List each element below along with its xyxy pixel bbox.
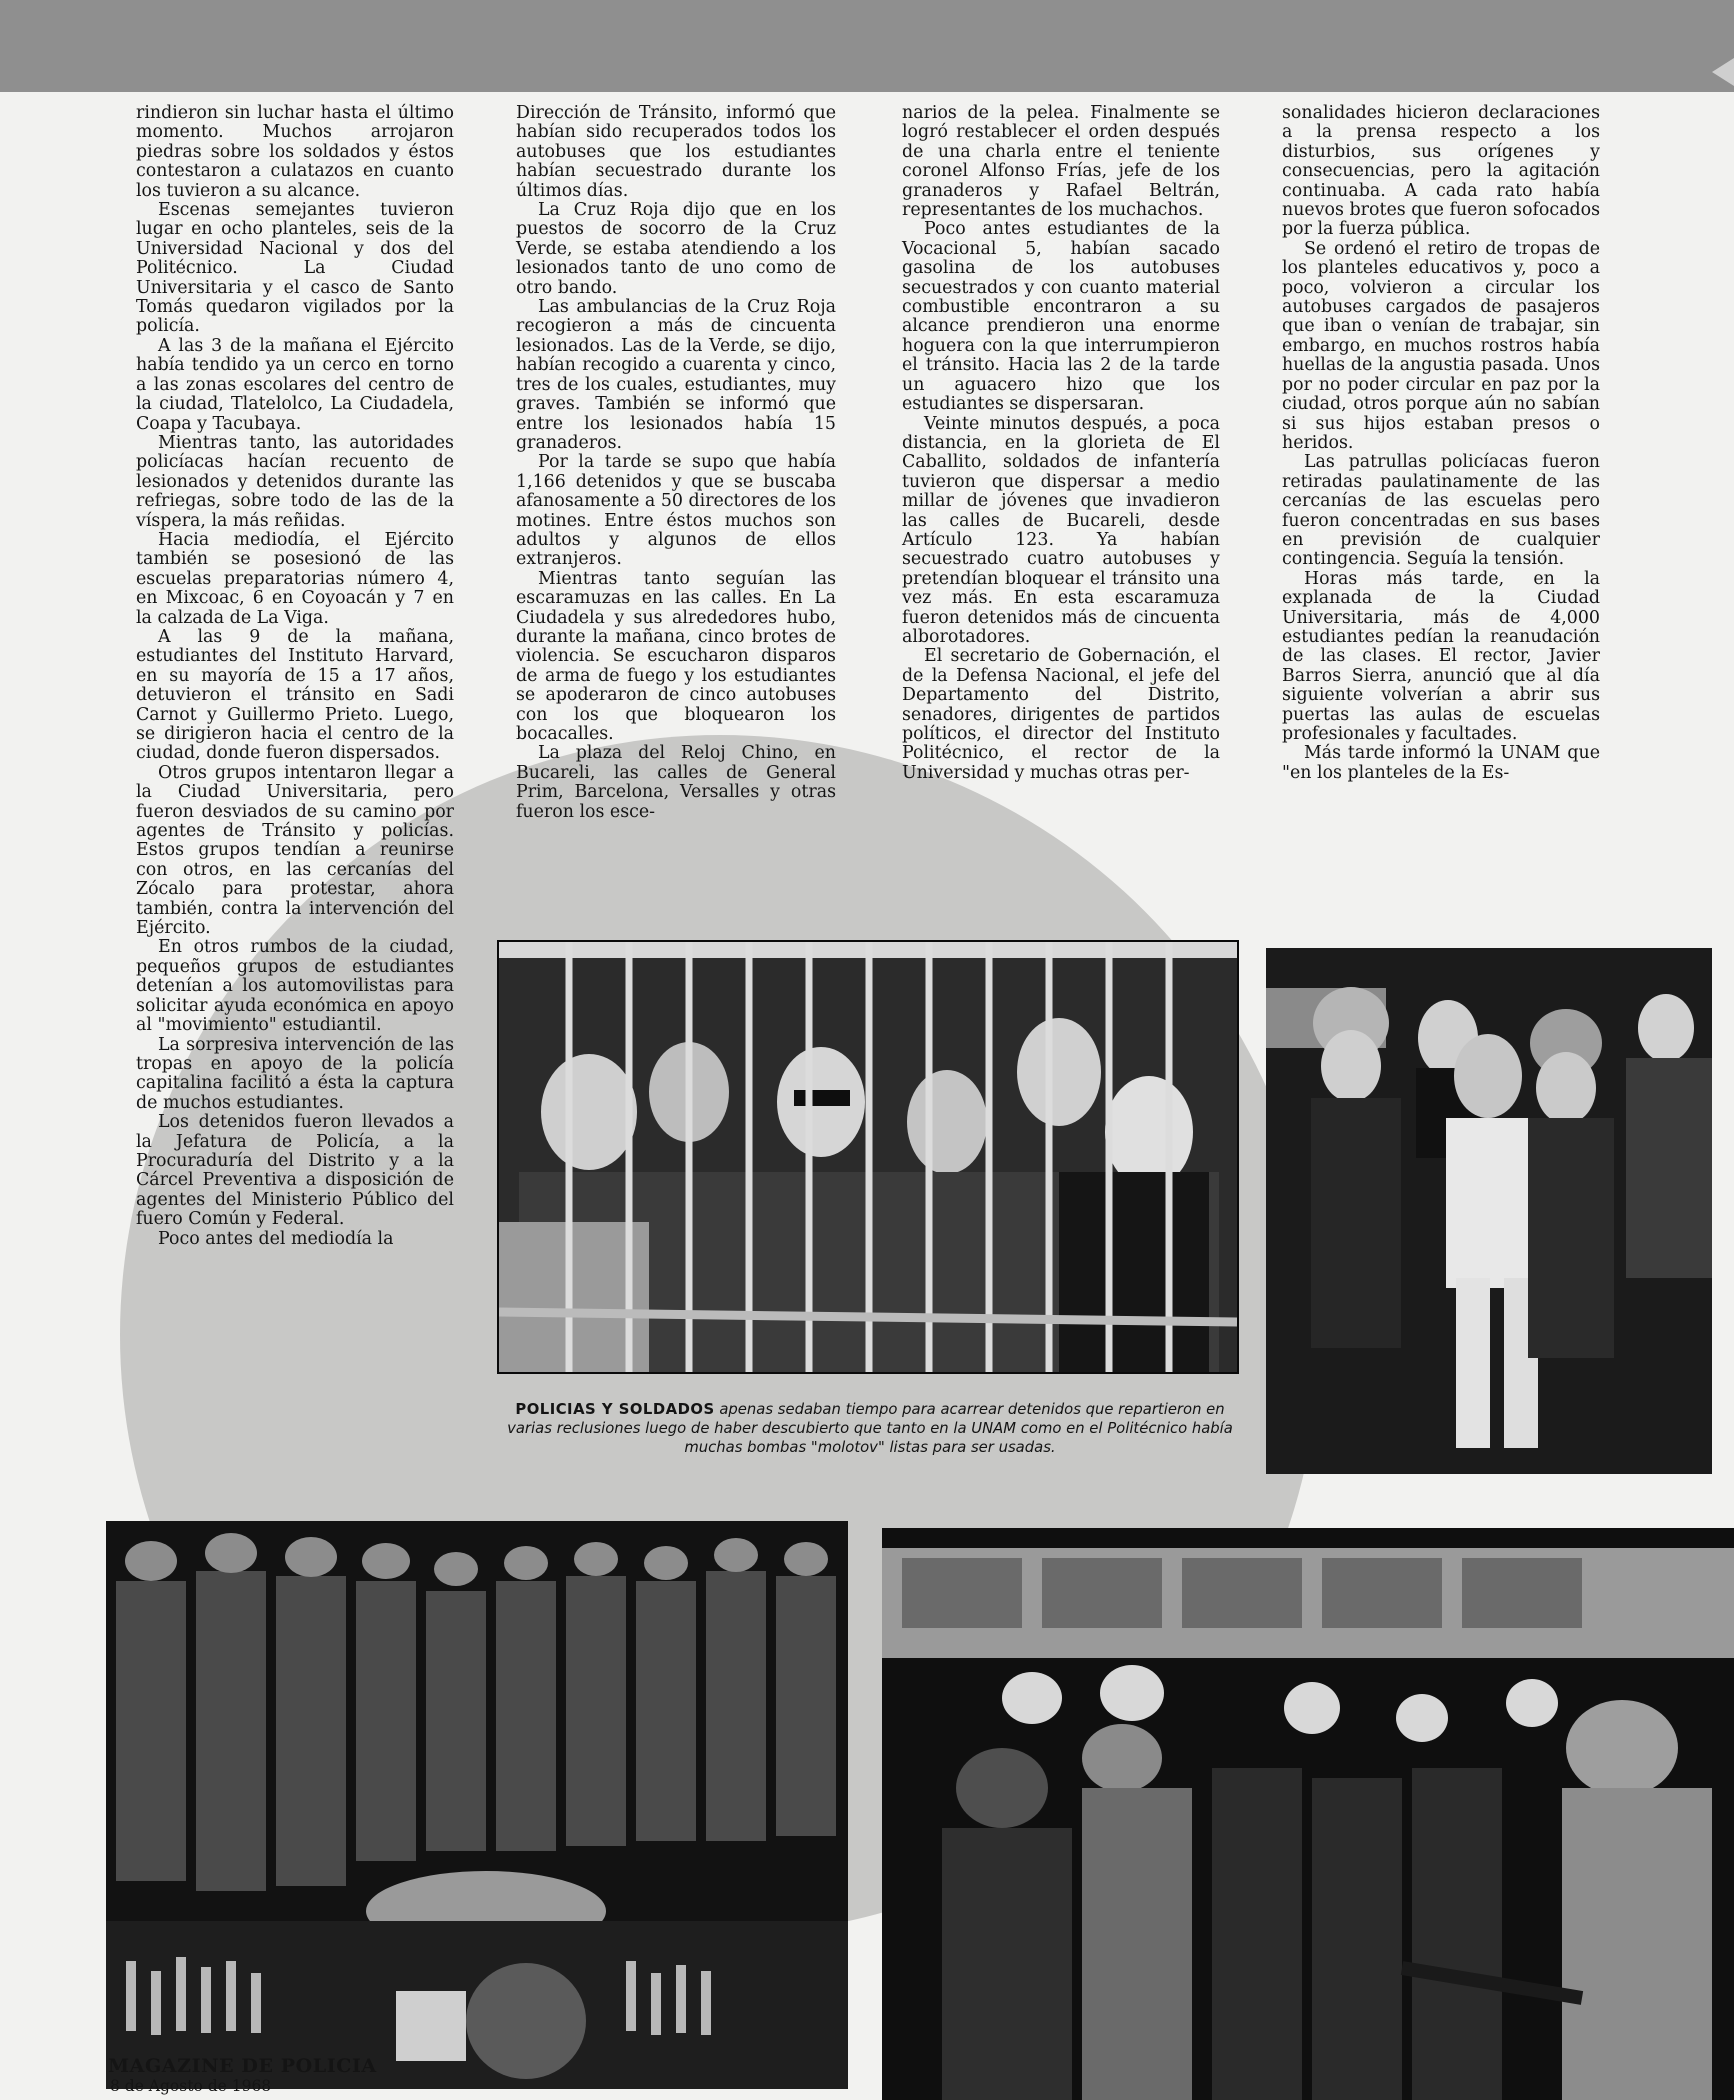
photo-soldiers-with-molotov-bottles xyxy=(106,1521,848,2089)
article-paragraph: La Cruz Roja dijo que en los puestos de socorro de la Cruz Verde, se estaba atendiendo a los lesionados tanto de uno como de otro bando. xyxy=(516,200,836,298)
article-paragraph: Las patrullas policíacas fueron retiradas paulatinamente de las cercanías de las escuelas pero fueron concentradas en sus bases en previsión de cualquier contingencia. Seguía la tensión. xyxy=(1282,452,1600,570)
magazine-name: MAGAZINE DE POLICIA xyxy=(108,2055,377,2077)
article-paragraph: narios de la pelea. Finalmente se logró restablecer el orden después de una charla entre el teniente coronel Alfonso Frías, jefe de los granaderos y Rafael Beltrán, representantes de los muchachos. xyxy=(902,103,1220,221)
photo-riot-soldiers-and-crowd xyxy=(882,1528,1734,2100)
article-paragraph: Veinte minutos después, a poca distancia, en la glorieta de El Caballito, soldados de infantería tuvieron que dispersar a medio millar de jóvenes que invadieron las calles de Bucareli, desde Artículo 123. Ya habían secuestrado cuatro autobuses y pretendían bloquear el tránsito una vez más. En esta escaramuza fueron detenidos más de cincuenta alborotadores. xyxy=(902,413,1220,647)
caption-lead: POLICIAS Y SOLDADOS xyxy=(515,1401,715,1418)
photo-soldiers-escorting-detainee xyxy=(1266,948,1712,1474)
article-column-4 xyxy=(1282,104,1600,783)
article-paragraph: Los detenidos fueron llevados a la Jefatura de Policía, a la Procuraduría del Distrito y a la Cárcel Preventiva a disposición de agentes del Ministerio Público del fuero Común y Federal. xyxy=(136,1112,454,1230)
issue-date: 8 de Agosto de 1968 xyxy=(110,2077,272,2095)
article-paragraph: rindieron sin luchar hasta el último momento. Muchos arrojaron piedras sobre los soldados y éstos contestaron a culatazos en cuanto los tuvieron a su alcance. xyxy=(136,103,454,201)
top-gray-band xyxy=(0,0,1734,92)
article-paragraph: La sorpresiva intervención de las tropas en apoyo de la policía capitalina facilitó a ésta la captura de muchos estudiantes. xyxy=(136,1034,454,1113)
caption-body: apenas sedaban tiempo para acarrear detenidos que repartieron en varias reclusiones luego de haber descubierto que tanto en la UNAM como en el Politécnico había muchas bombas "molotov" listas para ser usadas. xyxy=(507,1401,1233,1456)
article-paragraph: sonalidades hicieron declaraciones a la prensa respecto a los disturbios, sus orígenes y consecuencias, pero la agitación continuaba. A cada rato había nuevos brotes que fueron sofocados por la fuerza pública. xyxy=(1282,103,1600,240)
photo-caption xyxy=(500,1400,1240,1457)
article-paragraph: A las 9 de la mañana, estudiantes del Instituto Harvard, en su mayoría de 15 a 17 años, detuvieron el tránsito en Sadi Carnot y Guillermo Prieto. Luego, se dirigieron hacia el centro de la ciudad, donde fueron dispersados. xyxy=(136,626,454,764)
article-column-2 xyxy=(516,104,836,822)
article-paragraph: Poco antes del mediodía la xyxy=(158,1228,394,1249)
article-paragraph: La plaza del Reloj Chino, en Bucareli, las calles de General Prim, Barcelona, Versalles y otras fueron los esce- xyxy=(516,743,836,822)
photo-detainees-behind-bars xyxy=(497,940,1239,1374)
article-paragraph: Por la tarde se supo que había 1,166 detenidos y que se buscaba afanosamente a 50 directores de los motines. Entre éstos muchos son adultos y algunos de ellos extranjeros. xyxy=(516,452,836,570)
article-paragraph: Poco antes estudiantes de la Vocacional 5, habían sacado gasolina de los autobuses secuestrados y con cuanto material combustible encontraron a su alcance prendieron una enorme hoguera con la que interrumpieron el tránsito. Hacia las 2 de la tarde un aguacero hizo que los estudiantes se dispersaran. xyxy=(902,219,1220,415)
article-paragraph: Otros grupos intentaron llegar a la Ciudad Universitaria, pero fueron desviados de su camino por agentes de Tránsito y policías. Estos grupos tendían a reunirse con otros, en las cercanías del Zócalo para protestar, ahora también, contra la intervención del Ejército. xyxy=(136,762,454,939)
article-paragraph: Dirección de Tránsito, informó que habían sido recuperados todos los autobuses que los estudiantes habían secuestrado durante los últimos días. xyxy=(516,103,836,201)
article-paragraph: Hacia mediodía, el Ejército también se posesionó de las escuelas preparatorias número 4, en Mixcoac, 6 en Coyoacán y 7 en la calzada de La Viga. xyxy=(136,529,454,628)
page-footer xyxy=(108,2055,377,2095)
article-column-1 xyxy=(136,104,454,1249)
article-paragraph: Las ambulancias de la Cruz Roja recogieron a más de cincuenta lesionados. Las de la Verde, se dijo, habían recogido a cuarenta y cinco, tres de los cuales, estudiantes, muy graves. También se informó que entre los lesionados había 15 granaderos. xyxy=(516,297,836,453)
article-paragraph: El secretario de Gobernación, el de la Defensa Nacional, el jefe del Departamento del Distrito, senadores, dirigentes de partidos políticos, el director del Instituto Politécnico, el rector de la Universidad y muchas otras per- xyxy=(902,646,1220,783)
article-paragraph: En otros rumbos de la ciudad, pequeños grupos de estudiantes detenían a los automovilistas para solicitar ayuda económica en apoyo al "movimiento" estudiantil. xyxy=(136,937,454,1036)
page-tab-marker xyxy=(1712,58,1734,86)
article-paragraph: Escenas semejantes tuvieron lugar en ocho planteles, seis de la Universidad Nacional y dos del Politécnico. La Ciudad Universitaria y el casco de Santo Tomás quedaron vigilados por la policía. xyxy=(136,200,454,337)
article-paragraph: Mientras tanto, las autoridades policíacas hacían recuento de lesionados y detenidos durante las refriegas, sobre todo de las de la víspera, la más reñidas. xyxy=(136,432,454,531)
article-paragraph: Se ordenó el retiro de tropas de los planteles educativos y, poco a poco, volvieron a circular los autobuses cargados de pasajeros que iban o venían de trabajar, sin embargo, en muchos rostros había huellas de la angustia pasada. Unos por no poder circular en paz por la ciudad, otros porque aún no sabían si sus hijos estaban presos o heridos. xyxy=(1282,238,1600,453)
article-paragraph: Horas más tarde, en la explanada de la Ciudad Universitaria, más de 4,000 estudiantes pedían la reanudación de las clases. El rector, Javier Barros Sierra, anunció que al día siguiente volverían a abrir sus puertas las aulas de escuelas profesionales y facultades. xyxy=(1282,568,1600,744)
article-paragraph: Mientras tanto seguían las escaramuzas en las calles. En La Ciudadela y sus alrededores hubo, durante la mañana, cinco brotes de violencia. Se escucharon disparos de arma de fuego y los estudiantes se apoderaron de cinco autobuses con los que bloquearon los bocacalles. xyxy=(516,568,836,744)
article-column-3 xyxy=(902,104,1220,783)
article-paragraph: Más tarde informó la UNAM que "en los planteles de la Es- xyxy=(1282,743,1600,783)
article-paragraph: A las 3 de la mañana el Ejército había tendido ya un cerco en torno a las zonas escolares del centro de la ciudad, Tlatelolco, La Ciudadela, Coapa y Tacubaya. xyxy=(136,335,454,434)
